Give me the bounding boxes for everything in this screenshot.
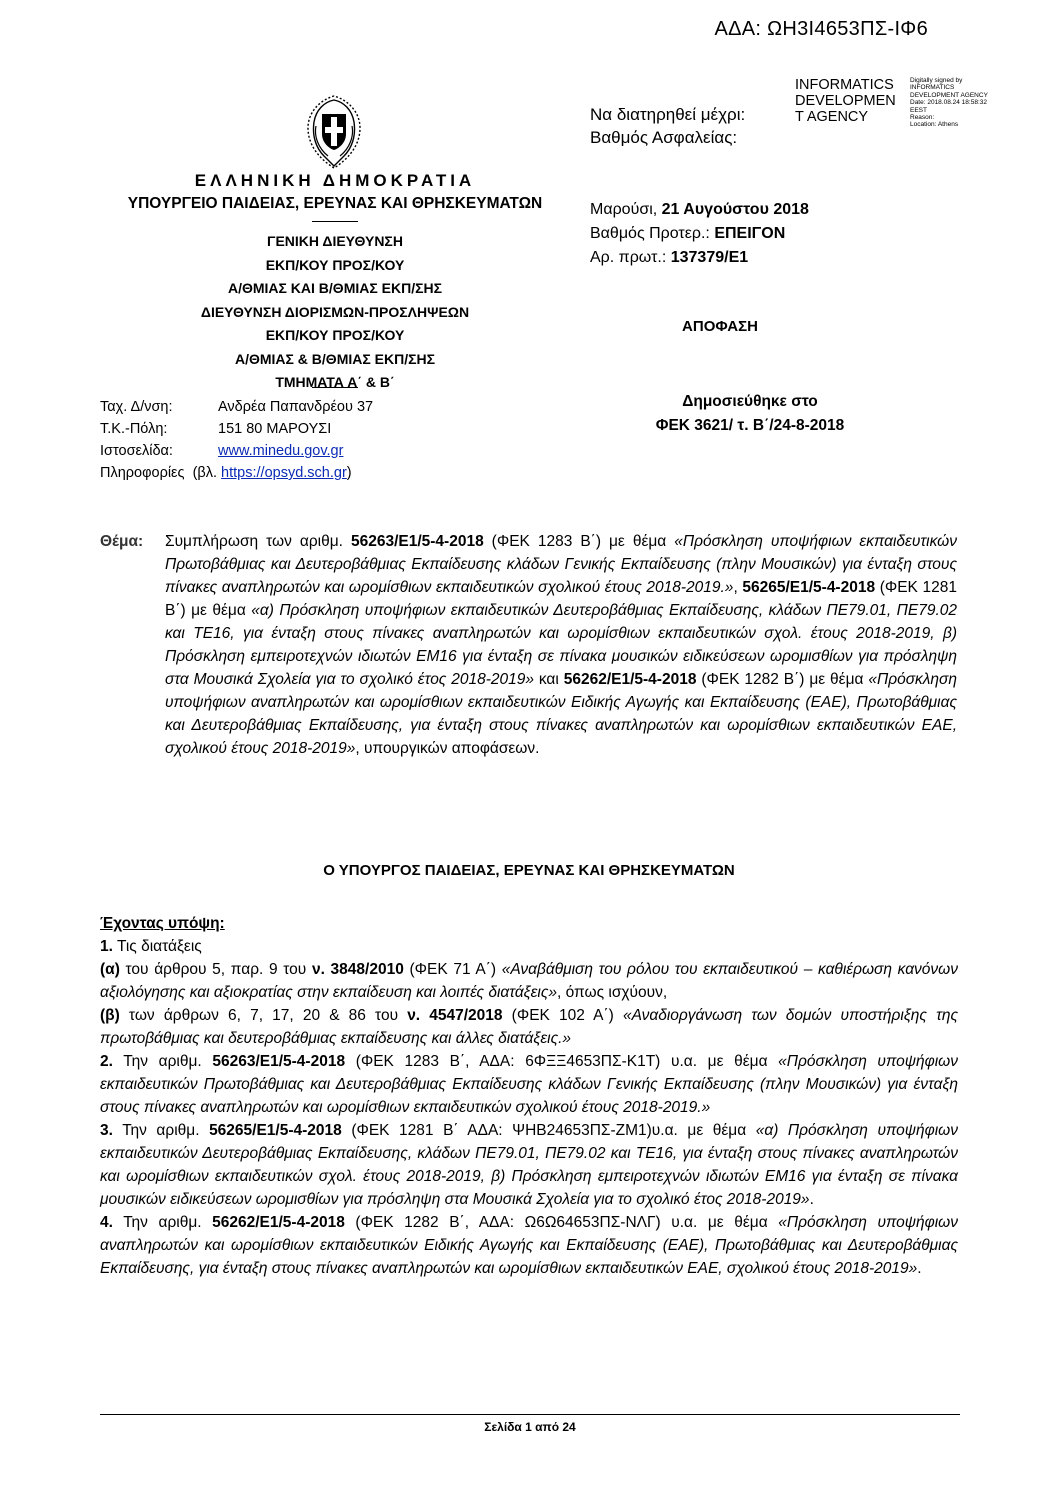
date-line xyxy=(590,198,809,222)
retention-block xyxy=(590,103,745,149)
security-level-label: Βαθμός Ασφαλείας: xyxy=(590,128,738,147)
signature-line: Digitally signed by xyxy=(910,77,963,84)
divider xyxy=(312,221,358,222)
address-label: Ταχ. Δ/νση: xyxy=(100,399,173,415)
date: 21 Αυγούστου 2018 xyxy=(661,201,809,218)
protocol-label: Αρ. πρωτ.: xyxy=(590,249,671,266)
city-value: 151 80 ΜΑΡΟΥΣΙ xyxy=(218,421,332,437)
item-2: 2. Την αριθμ. 56263/Ε1/5-4-2018 (ΦΕΚ 1283 Β΄, ΑΔΑ: 6ΦΞΞ4653ΠΣ-Κ1Τ) υ.α. με θέμα «Πρόσκληση υποψήφιων εκπαιδευτικών Πρωτοβάθμιας και Δευτεροβάθμιας Εκπαίδευσης κλάδων Γενικής Εκπαίδευσης (πλην Μουσικών) για ένταξη στους πίνακες αναπληρωτών και ωρομίσθιων εκπαιδευτικών σχολικού έτους 2018-2019.» xyxy=(100,1053,959,1116)
republic-title: ΕΛΛΗΝΙΚΗ ΔΗΜΟΚΡΑΤΙΑ xyxy=(194,171,476,190)
place: Μαρούσι, xyxy=(590,201,662,218)
directorate-block xyxy=(175,230,495,395)
subject-text: Συμπλήρωση των αριθμ. 56263/Ε1/5-4-2018 (ΦΕΚ 1283 Β΄) με θέμα «Πρόσκληση υποψήφιων εκπαιδευτικών Πρωτοβάθμιας και Δευτεροβάθμιας Εκπαίδευσης κλάδων Γενικής Εκπαίδευσης (πλην Μουσικών) για ένταξη στους πίνακες αναπληρωτών και ωρομίσθιων εκπαιδευτικών σχολικού έτους 2018-2019.», 56265/Ε1/5-4-2018 (ΦΕΚ 1281 Β΄) με θέμα «α) Πρόσκληση υποψήφιων εκπαιδευτικών Δευτεροβάθμιας Εκπαίδευσης, κλάδων ΠΕ79.01, ΠΕ79.02 και ΤΕ16, για ένταξη στους πίνακες αναπληρωτών και ωρομίσθιων εκπαιδευτικών σχολ. έτους 2018-2019, β) Πρόσκληση εμπειροτεχνών ιδιωτών ΕΜ16 για ένταξη σε πίνακα μουσικών ειδικεύσεων ωρομισθίων για πρόσληψη στα Μουσικά Σχολεία για το σχολικό έτος 2018-2019» και 56262/Ε1/5-4-2018 (ΦΕΚ 1282 Β΄) με θέμα «Πρόσκληση υποψήφιων αναπληρωτών και ωρομίσθιων εκπαιδευτικών Ειδικής Αγωγής και Εκπαίδευσης (ΕΑΕ), Πρωτοβάθμιας και Δευτεροβάθμιας Εκπαίδευσης, για ένταξη στους πίνακες αναπληρωτών και ωρομίσθιων εκπαιδευτικών ΕΑΕ, σχολικού έτους 2018-2019», υπουργικών αποφάσεων. xyxy=(165,533,958,757)
city-label: Τ.Κ.-Πόλη: xyxy=(100,421,168,437)
signature-details xyxy=(910,77,1020,129)
directorate-line: ΤΜΗΜΑΤΑ Α΄ & Β΄ xyxy=(275,374,395,390)
priority-value: ΕΠΕΙΓΟΝ xyxy=(714,225,786,242)
info-line xyxy=(100,462,373,484)
published-line-2: ΦΕΚ 3621/ τ. Β΄/24-8-2018 xyxy=(655,417,845,434)
address-value: Ανδρέα Παπανδρέου 37 xyxy=(218,399,374,415)
decision-title: ΑΠΟΦΑΣΗ xyxy=(682,318,758,335)
signature-line: Date: 2018.08.24 18:58:32 xyxy=(910,99,987,107)
signature-line: DEVELOPMENT AGENCY xyxy=(910,91,988,99)
considering-heading: Έχοντας υπόψη: xyxy=(100,915,225,932)
info-suffix: ) xyxy=(346,465,352,481)
keep-until-label: Να διατηρηθεί μέχρι: xyxy=(590,105,746,124)
item-1b: (β) των άρθρων 6, 7, 17, 20 & 86 του ν. 4547/2018 (ΦΕΚ 102 Α΄) «Αναδιοργάνωση των δομών υποστήριξης της πρωτοβάθμιας και δευτεροβάθμιας εκπαίδευσης και άλλες διατάξεις.» xyxy=(100,1007,959,1047)
protocol-line xyxy=(590,246,809,270)
opsyd-link[interactable]: https://opsyd.sch.gr xyxy=(221,465,347,481)
subject-label: Θέμα: xyxy=(100,533,144,550)
signature-line: INFORMATICS xyxy=(910,84,955,92)
info-label: Πληροφορίες xyxy=(100,465,185,481)
greek-emblem-icon xyxy=(294,92,374,172)
divider xyxy=(312,387,358,388)
priority-line xyxy=(590,222,809,246)
protocol-value: 137379/Ε1 xyxy=(670,249,749,266)
directorate-line: ΕΚΠ/ΚΟΥ ΠΡΟΣ/ΚΟΥ xyxy=(265,327,405,343)
published-line-1: Δημοσιεύθηκε στο xyxy=(682,393,818,410)
signature-name: INFORMATICS DEVELOPMEN T AGENCY xyxy=(795,77,896,125)
info-prefix: (βλ. xyxy=(192,465,222,481)
directorate-line: Α/ΘΜΙΑΣ ΚΑΙ Β/ΘΜΙΑΣ ΕΚΠ/ΣΗΣ xyxy=(227,280,443,296)
directorate-line: ΕΚΠ/ΚΟΥ ΠΡΟΣ/ΚΟΥ xyxy=(265,256,405,273)
ministry-title: ΥΠΟΥΡΓΕΙΟ ΠΑΙΔΕΙΑΣ, ΕΡΕΥΝΑΣ ΚΑΙ ΘΡΗΣΚΕΥΜΑΤΩΝ xyxy=(127,195,543,212)
item-1: 1. Τις διατάξεις xyxy=(100,938,202,955)
priority-label: Βαθμός Προτερ.: xyxy=(590,225,715,242)
page-number: Σελίδα 1 από 24 xyxy=(484,1420,576,1434)
website-link[interactable]: www.minedu.gov.gr xyxy=(218,443,344,459)
signature-line: Reason: xyxy=(910,114,935,122)
directorate-line: Α/ΘΜΙΑΣ & Β/ΘΜΙΑΣ ΕΚΠ/ΣΗΣ xyxy=(234,350,436,367)
minister-heading: Ο ΥΠΟΥΡΓΟΣ ΠΑΙΔΕΙΑΣ, ΕΡΕΥΝΑΣ ΚΑΙ ΘΡΗΣΚΕΥΜΑΤΩΝ xyxy=(323,862,735,879)
signature-line: Location: Athens xyxy=(910,121,959,129)
footer-divider xyxy=(100,1414,960,1415)
published-block xyxy=(590,390,910,438)
document-meta xyxy=(590,198,809,270)
considering-section xyxy=(100,912,958,1280)
signature-line: EEST xyxy=(910,106,927,114)
item-4: 4. Την αριθμ. 56262/Ε1/5-4-2018 (ΦΕΚ 1282 Β΄, ΑΔΑ: Ω6Ω64653ΠΣ-ΝΛΓ) υ.α. με θέμα «Πρόσκληση υποψήφιων αναπληρωτών και ωρομίσθιων εκπαιδευτικών Ειδικής Αγωγής και Εκπαίδευσης (ΕΑΕ), Πρωτοβάθμιας και Δευτεροβάθμιας Εκπαίδευσης, για ένταξη στους πίνακες αναπληρωτών και ωρομίσθιων εκπαιδευτικών ΕΑΕ, σχολικού έτους 2018-2019». xyxy=(100,1214,959,1277)
directorate-line: ΔΙΕΥΘΥΝΣΗ ΔΙΟΡΙΣΜΩΝ-ΠΡΟΣΛΗΨΕΩΝ xyxy=(200,303,470,320)
ada-code: ΑΔΑ: ΩΗ3Ι4653ΠΣ-ΙΦ6 xyxy=(714,18,928,40)
website-label: Ιστοσελίδα: xyxy=(100,443,173,459)
directorate-line: ΓΕΝΙΚΗ ΔΙΕΥΘΥΝΣΗ xyxy=(267,233,403,249)
item-1a: (α) του άρθρου 5, παρ. 9 του ν. 3848/2010 (ΦΕΚ 71 Α΄) «Αναβάθμιση του ρόλου του εκπαιδευτικού – καθιέρωση κανόνων αξιολόγησης και αξιοκρατίας στην εκπαίδευση και λοιπές διατάξεις», όπως ισχύουν, xyxy=(100,961,958,1001)
contact-block xyxy=(100,396,373,484)
item-3: 3. Την αριθμ. 56265/Ε1/5-4-2018 (ΦΕΚ 1281 Β΄ ΑΔΑ: ΨΗΒ24653ΠΣ-ΖΜ1)υ.α. με θέμα «α) Πρόσκληση υποψήφιων εκπαιδευτικών Δευτεροβάθμιας Εκπαίδευσης, κλάδων ΠΕ79.01, ΠΕ79.02 και ΤΕ16, για ένταξη στους πίνακες αναπληρωτών και ωρομίσθιων εκπαιδευτικών σχολ. έτους 2018-2019, β) Πρόσκληση εμπειροτεχνών ιδιωτών ΕΜ16 για ένταξη σε πίνακα μουσικών ειδικεύσεων ωρομισθίων για πρόσληψη στα Μουσικά Σχολεία για το σχολικό έτος 2018-2019». xyxy=(100,1122,959,1208)
